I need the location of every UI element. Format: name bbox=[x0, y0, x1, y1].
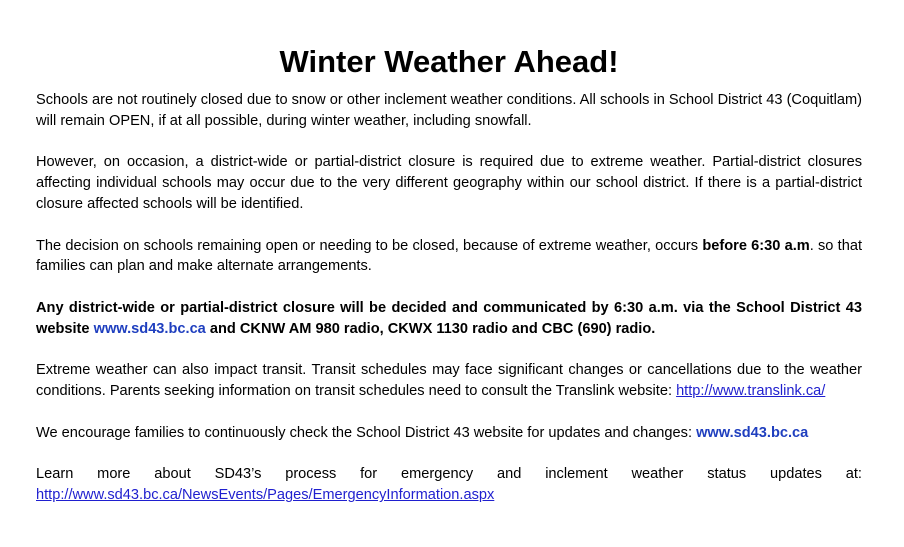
paragraph-partial-closure-text: However, on occasion, a district-wide or partial-district closure is required due to extreme weather. Partial-district closures affecting individual schools may occur due to the very different geography within our school district. If there is a partial-district closure affected schools will be identified. bbox=[36, 154, 862, 212]
paragraph-partial-closure bbox=[36, 152, 862, 214]
paragraph-communication bbox=[36, 298, 862, 340]
document-title: Winter Weather Ahead! bbox=[279, 44, 619, 79]
sd43-website-link[interactable]: www.sd43.bc.ca bbox=[93, 320, 206, 337]
paragraph-decision-time bbox=[36, 236, 862, 278]
translink-link[interactable]: http://www.translink.ca/ bbox=[676, 383, 826, 400]
emergency-info-link[interactable]: http://www.sd43.bc.ca/NewsEvents/Pages/EmergencyInformation.aspx bbox=[36, 487, 495, 504]
decision-text-after: . so that families can plan and make alternate arrangements. bbox=[36, 237, 862, 275]
decision-text-before: The decision on schools remaining open or needing to be closed, because of extreme weather, occurs bbox=[36, 237, 703, 254]
check-website-text: We encourage families to continuously check the School District 43 website for updates and changes: bbox=[36, 424, 697, 441]
learn-more-text: Learn more about SD43’s process for emergency and inclement weather status updates at: bbox=[36, 466, 862, 483]
decision-time-bold: before 6:30 a.m bbox=[702, 237, 810, 254]
sd43-website-link-2[interactable]: www.sd43.bc.ca bbox=[696, 424, 809, 441]
paragraph-closure-policy-text: Schools are not routinely closed due to snow or other inclement weather conditions. All schools in School District 43 (Coquitlam) will remain OPEN, if at all possible, during winter weather, including snowfall. bbox=[36, 92, 862, 129]
paragraph-closure-policy bbox=[36, 90, 862, 132]
document-page bbox=[36, 42, 862, 506]
communication-text-before: Any district-wide or partial-district closure will be decided and communicated by 6:30 a.m. via the School District 43 website bbox=[36, 299, 862, 337]
paragraph-learn-more bbox=[36, 464, 862, 506]
paragraph-check-website bbox=[36, 423, 862, 444]
communication-text-after: and CKNW AM 980 radio, CKWX 1130 radio and CBC (690) radio. bbox=[205, 320, 656, 337]
transit-text: Extreme weather can also impact transit. Transit schedules may face significant changes or cancellations due to the weather conditions. Parents seeking information on transit schedules need to consult the Translink website: bbox=[36, 362, 862, 400]
paragraph-transit bbox=[36, 360, 862, 402]
